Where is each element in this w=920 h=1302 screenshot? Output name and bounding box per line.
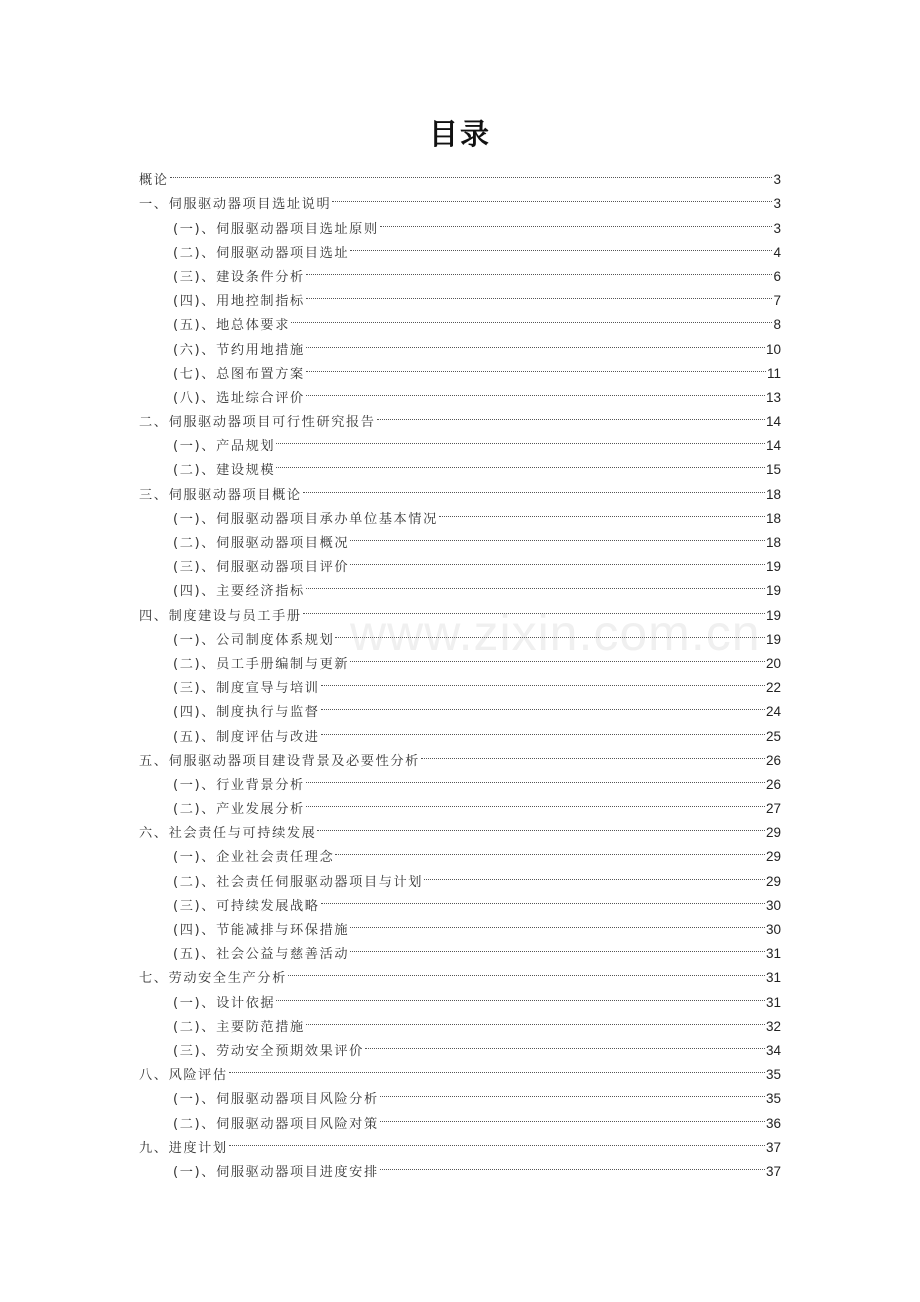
toc-entry-label: (二)、伺服驱动器项目风险对策 xyxy=(173,1116,379,1132)
toc-dot-leader xyxy=(306,378,765,402)
toc-entry-label: 四、制度建设与员工手册 xyxy=(139,608,302,624)
toc-entry-label: (三)、建设条件分析 xyxy=(173,269,305,285)
toc-entry-label: (二)、社会责任伺服驱动器项目与计划 xyxy=(173,874,424,890)
toc-entry-label: (三)、可持续发展战略 xyxy=(173,898,320,914)
toc-dot-leader xyxy=(365,1031,765,1055)
toc-entry-page-number: 30 xyxy=(765,922,781,937)
toc-dot-leader xyxy=(350,910,765,934)
toc-dot-leader xyxy=(306,281,773,305)
toc-entry-page-number: 32 xyxy=(765,1018,781,1034)
toc-entry-page-number: 15 xyxy=(765,462,781,478)
toc-entry-label: (二)、产业发展分析 xyxy=(173,802,305,818)
toc-dot-leader xyxy=(306,1007,765,1031)
toc-entry-page-number: 22 xyxy=(765,680,781,696)
toc-entry-page-number: 18 xyxy=(765,535,781,550)
toc-entry-label: (四)、用地控制指标 xyxy=(173,294,305,310)
toc-entry-page-number: 14 xyxy=(765,438,781,454)
toc-entry-page-number: 37 xyxy=(765,1139,781,1155)
toc-entry-label: (二)、建设规模 xyxy=(173,463,276,479)
toc-entry-label: 概论 xyxy=(139,173,169,189)
toc-entry-label: 三、伺服驱动器项目概论 xyxy=(139,487,302,503)
toc-entry-label: (八)、选址综合评价 xyxy=(173,390,305,406)
toc-dot-leader xyxy=(288,958,765,982)
toc-entry-label: (五)、地总体要求 xyxy=(173,318,291,334)
toc-entry-label: 五、伺服驱动器项目建设背景及必要性分析 xyxy=(139,753,420,769)
toc-dot-leader xyxy=(335,620,765,644)
toc-entry-page-number: 18 xyxy=(765,486,781,502)
toc-dot-leader xyxy=(303,474,765,498)
toc-entry-label: (七)、总图布置方案 xyxy=(173,366,305,382)
toc-entry-page-number: 3 xyxy=(773,172,781,188)
toc-dot-leader xyxy=(306,354,766,378)
toc-dot-leader xyxy=(306,765,765,789)
toc-dot-leader xyxy=(377,402,765,426)
toc-entry-label: 七、劳动安全生产分析 xyxy=(139,971,287,987)
toc-dot-leader xyxy=(380,1152,765,1176)
toc-entry-page-number: 19 xyxy=(765,631,781,647)
toc-entry-page-number: 19 xyxy=(765,559,781,575)
toc-entry-page-number: 6 xyxy=(773,268,781,284)
toc-dot-leader xyxy=(306,257,773,281)
toc-entry-label: (三)、伺服驱动器项目评价 xyxy=(173,560,350,576)
toc-dot-leader xyxy=(170,160,773,184)
toc-entry-page-number: 27 xyxy=(765,801,781,817)
toc-dot-leader xyxy=(229,1128,765,1152)
toc-entry-page-number: 10 xyxy=(765,341,781,357)
toc-dot-leader xyxy=(335,837,765,861)
toc-entry-label: (四)、节能减排与环保措施 xyxy=(173,923,350,938)
toc-dot-leader xyxy=(350,233,772,257)
toc-dot-leader xyxy=(421,741,765,765)
toc-dot-leader xyxy=(350,644,765,668)
toc-dot-leader xyxy=(321,668,765,692)
page-title: 目录 xyxy=(428,117,491,151)
toc-entry-label: (一)、伺服驱动器项目选址原则 xyxy=(173,221,379,237)
toc-entry-page-number: 13 xyxy=(765,389,781,405)
toc-entry-label: 八、风险评估 xyxy=(139,1068,228,1084)
toc-entry-page-number: 8 xyxy=(773,317,781,333)
toc-entry-page-number: 14 xyxy=(765,414,781,430)
toc-dot-leader xyxy=(306,571,765,595)
toc-entry-page-number: 30 xyxy=(765,897,781,913)
toc-entry-label: 二、伺服驱动器项目可行性研究报告 xyxy=(139,415,376,431)
toc-entry-label: (四)、制度执行与监督 xyxy=(173,705,320,721)
toc-dot-leader xyxy=(439,499,765,523)
toc-entry-page-number: 35 xyxy=(765,1067,781,1083)
toc-entry-page-number: 20 xyxy=(765,655,781,671)
toc-dot-leader xyxy=(276,982,765,1006)
toc-entry-label: (一)、产品规划 xyxy=(173,439,276,455)
toc-entry-label: (三)、制度宣导与培训 xyxy=(173,681,320,697)
toc-entry-label: (五)、社会公益与慈善活动 xyxy=(173,947,350,963)
toc-dot-leader xyxy=(321,716,765,740)
toc-entry[interactable] xyxy=(139,184,781,213)
toc-entry-page-number: 25 xyxy=(765,728,781,744)
toc-entry-label: (一)、公司制度体系规划 xyxy=(173,632,335,648)
toc-entry[interactable] xyxy=(139,1128,781,1156)
toc-entry-label: (六)、节约用地措施 xyxy=(173,342,305,358)
toc-entry-page-number: 34 xyxy=(765,1042,781,1058)
toc-entry[interactable] xyxy=(139,1079,781,1108)
toc-dot-leader xyxy=(303,595,765,619)
toc-dot-leader xyxy=(321,692,765,716)
toc-entry-page-number: 11 xyxy=(766,365,781,381)
toc-entry-page-number: 29 xyxy=(765,873,781,889)
toc-entry-label: (二)、主要防范措施 xyxy=(173,1019,305,1035)
toc-dot-leader xyxy=(306,329,765,353)
toc-dot-leader xyxy=(291,305,772,329)
toc-entry-page-number: 7 xyxy=(773,293,781,309)
toc-entry-label: 六、社会责任与可持续发展 xyxy=(139,826,317,842)
toc-dot-leader xyxy=(321,886,765,910)
toc-entry-page-number: 37 xyxy=(765,1163,781,1179)
toc-entry-label: (一)、伺服驱动器项目风险分析 xyxy=(173,1092,379,1108)
toc-entry-label: (二)、伺服驱动器项目概况 xyxy=(173,536,350,551)
toc-entry-page-number: 24 xyxy=(765,704,781,720)
toc-entry-page-number: 26 xyxy=(765,776,781,792)
toc-entry-page-number: 36 xyxy=(765,1115,781,1131)
toc-entry-page-number: 26 xyxy=(765,752,781,768)
toc-dot-leader xyxy=(380,1079,765,1103)
toc-dot-leader xyxy=(229,1055,765,1079)
toc-entry-label: (一)、企业社会责任理念 xyxy=(173,850,335,866)
toc-entry-page-number: 3 xyxy=(773,220,781,236)
toc-entry-page-number: 31 xyxy=(765,970,781,986)
toc-entry-page-number: 18 xyxy=(765,510,781,526)
toc-entry-label: (一)、伺服驱动器项目承办单位基本情况 xyxy=(173,511,438,527)
toc-entry[interactable] xyxy=(139,1055,781,1084)
toc-entry-page-number: 31 xyxy=(765,946,781,962)
toc-entry-page-number: 19 xyxy=(765,583,781,599)
watermark: www.zixin.com.cn xyxy=(350,605,761,661)
toc-dot-leader xyxy=(317,813,765,837)
toc-entry-label: (三)、劳动安全预期效果评价 xyxy=(173,1043,364,1059)
toc-entry-page-number: 35 xyxy=(765,1091,781,1107)
toc-entry-label: 一、伺服驱动器项目选址说明 xyxy=(139,197,332,213)
toc-entry-label: (二)、伺服驱动器项目选址 xyxy=(173,245,350,261)
toc-entry[interactable] xyxy=(139,1152,781,1180)
toc-dot-leader xyxy=(380,1103,765,1127)
toc-dot-leader xyxy=(424,861,765,885)
toc-dot-leader xyxy=(276,426,765,450)
toc-entry-label: (五)、制度评估与改进 xyxy=(173,729,320,745)
toc-entry-page-number: 4 xyxy=(773,244,781,260)
table-of-contents xyxy=(139,160,781,1180)
toc-entry-page-number: 3 xyxy=(773,196,781,212)
toc-dot-leader xyxy=(332,184,772,208)
toc-dot-leader xyxy=(380,208,773,232)
toc-entry-page-number: 19 xyxy=(765,607,781,623)
toc-entry-label: (一)、设计依据 xyxy=(173,995,276,1011)
toc-dot-leader xyxy=(276,450,765,474)
toc-entry-label: 九、进度计划 xyxy=(139,1140,228,1156)
toc-dot-leader xyxy=(350,934,765,958)
toc-entry-label: (一)、伺服驱动器项目进度安排 xyxy=(173,1164,379,1180)
toc-entry-page-number: 29 xyxy=(765,849,781,865)
toc-entry-label: (一)、行业背景分析 xyxy=(173,777,305,793)
toc-dot-leader xyxy=(350,523,765,547)
toc-dot-leader xyxy=(306,789,765,813)
toc-entry[interactable] xyxy=(139,160,781,189)
toc-entry-page-number: 29 xyxy=(765,825,781,841)
toc-entry-page-number: 31 xyxy=(765,994,781,1010)
toc-entry-label: (四)、主要经济指标 xyxy=(173,584,305,600)
toc-dot-leader xyxy=(350,547,765,571)
toc-entry-label: (二)、员工手册编制与更新 xyxy=(173,656,350,672)
